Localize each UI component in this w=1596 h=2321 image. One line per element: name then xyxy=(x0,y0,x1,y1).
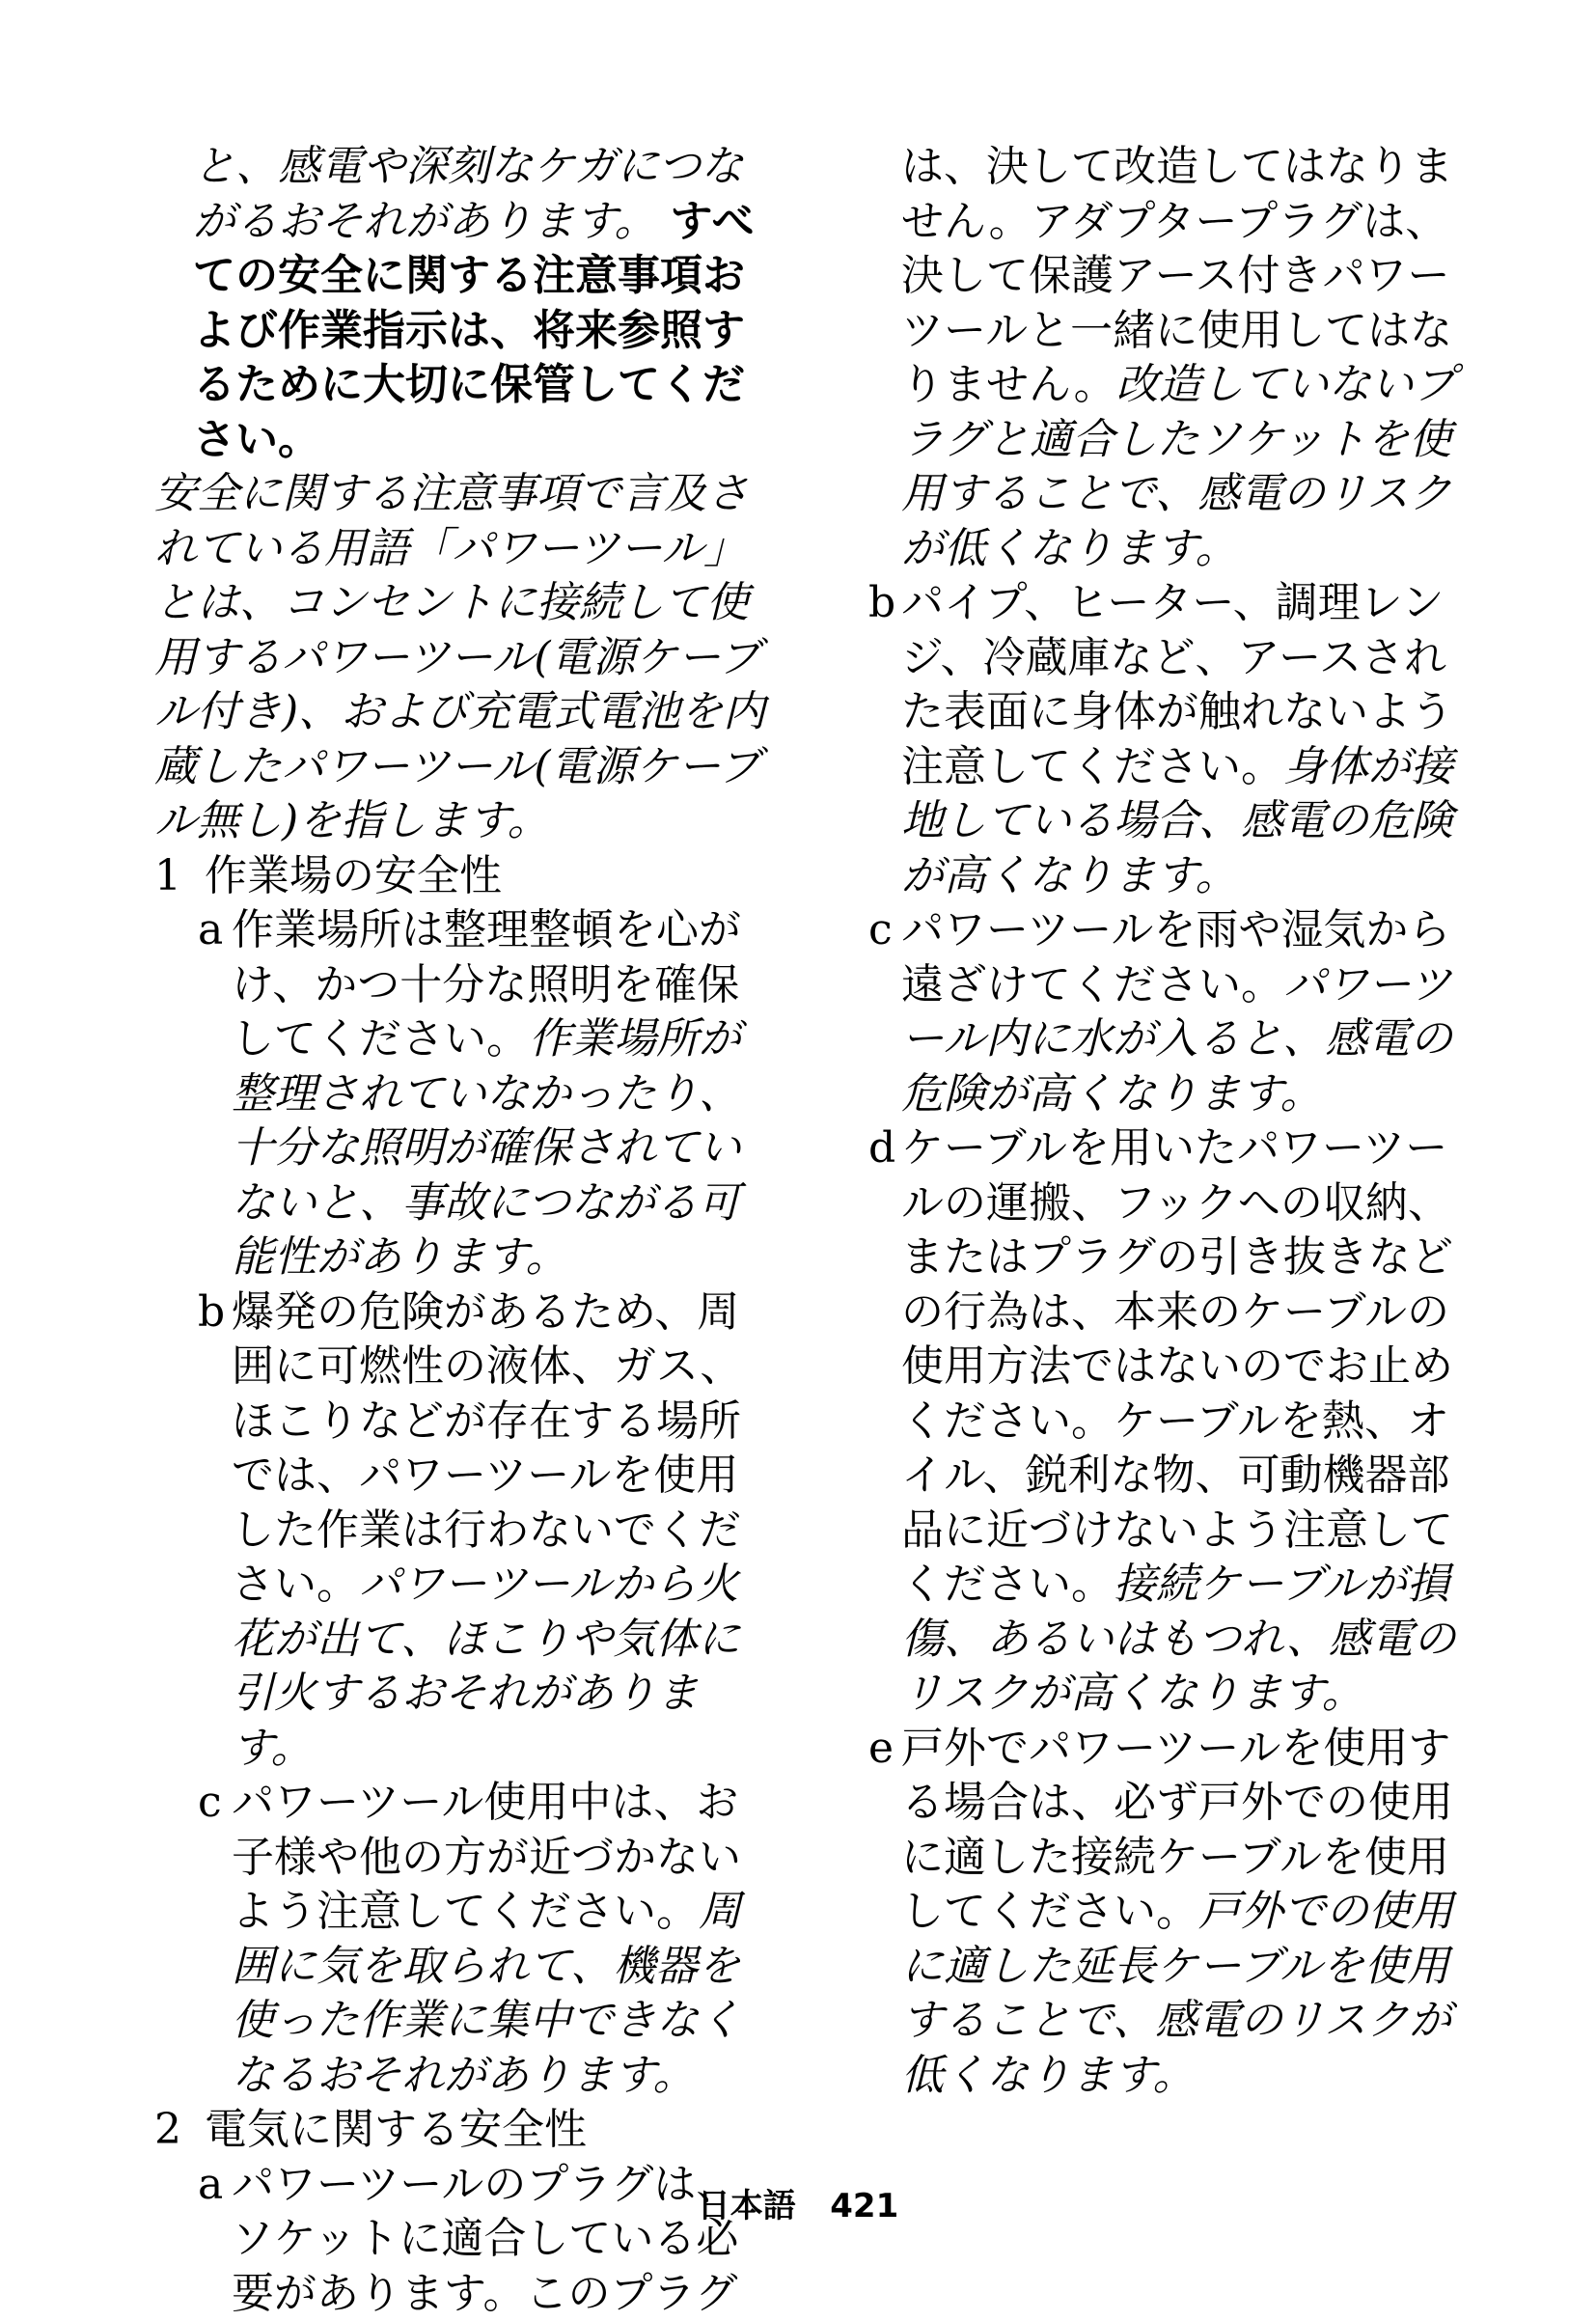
item-text: は、決して改造してはなりません。アダプタープラグは、決して保護アース付きパワーツールと一緒に使用してはなりません。 xyxy=(901,142,1453,409)
item-text: ケーブルを用いたパワーツールの運搬、フックへの収納、またはプラグの引き抜きなどの行為は、本来のケーブルの使用方法ではないのでお止めください。ケーブルを熱、オイル、鋭利な物、可動機器部品に近づけないよう注意してください。 xyxy=(901,1123,1453,1609)
list-item xyxy=(868,576,1486,903)
list-item xyxy=(154,1776,772,2103)
item-text: 爆発の危険があるため、周囲に可燃性の液体、ガス、ほこりなどが存在する場所では、パワーツールを使用した作業は行わないでください。 xyxy=(232,1287,742,1610)
list-item xyxy=(868,903,1486,1121)
list-item xyxy=(154,1285,772,1777)
intro-paragraph xyxy=(154,140,772,467)
page-number: 421 xyxy=(830,2187,898,2225)
section-2-heading xyxy=(154,2103,772,2158)
list-item xyxy=(868,1121,1486,1722)
list-item xyxy=(154,903,772,1285)
item-text: パワーツール使用中は、お子様や他の方が近づかないよう注意してください。 xyxy=(232,1778,741,1936)
item-text: 作業場所は整理整頓を心がけ、かつ十分な照明を確保してください。 xyxy=(232,905,741,1064)
section-title: 作業場の安全性 xyxy=(205,851,502,900)
left-column xyxy=(154,140,772,2321)
item-note: 周囲に気を取られて、機器を使った作業に集中できなくなるおそれがあります。 xyxy=(232,1887,741,2100)
item-note: パワーツール内に水が入ると、感電の危険が高くなります。 xyxy=(901,960,1452,1119)
item-marker: b xyxy=(198,1285,225,1340)
intro-warning: と、感電や深刻なケガにつながるおそれがあります。 xyxy=(193,142,743,246)
section-1-heading xyxy=(154,849,772,904)
list-item xyxy=(868,1722,1486,2104)
item-note: 身体が接地している場合、感電の危険が高くなります。 xyxy=(901,742,1453,900)
page-footer xyxy=(0,2179,1596,2226)
item-marker: a xyxy=(198,2158,223,2213)
item-marker: d xyxy=(868,1121,895,1176)
item-marker: c xyxy=(868,903,893,958)
item-marker: e xyxy=(868,1722,894,1777)
item-note: 戸外での使用に適した延長ケーブルを使用することで、感電のリスクが低くなります。 xyxy=(901,1887,1453,2100)
intro-keep-instructions: すべての安全に関する注意事項および作業指示は、将来参照するために大切に保管してください。 xyxy=(193,197,755,464)
power-tool-definition: 安全に関する注意事項で言及されている用語「パワーツール」とは、コンセントに接続して使用するパワーツール(電源ケーブル付き)、および充電式電池を内蔵したパワーツール(電源ケーブル無し)を指します。 xyxy=(154,467,772,849)
section-number: 2 xyxy=(154,2103,181,2158)
item-marker: a xyxy=(198,903,223,958)
item-marker: c xyxy=(198,1776,222,1831)
footer-language: 日本語 xyxy=(698,2187,796,2225)
item-note: 接続ケーブルが損傷、あるいはもつれ、感電のリスクが高くなります。 xyxy=(901,1560,1456,1718)
item-text: パイプ、ヒーター、調理レンジ、冷蔵庫など、アースされた表面に身体が触れないよう注意してください。 xyxy=(901,578,1453,791)
item-marker: b xyxy=(868,576,895,631)
item-note: 改造していないプラグと適合したソケットを使用することで、感電のリスクが低くなります。 xyxy=(901,360,1456,573)
item-text: パワーツールを雨や湿気から遠ざけてください。 xyxy=(901,905,1450,1009)
item-text: パワーツールのプラグは、ソケットに適合している必要があります。このプラグ xyxy=(232,2160,738,2318)
item-note: 作業場所が整理されていなかったり、十分な照明が確保されていないと、事故につながる可能性があります。 xyxy=(232,1014,741,1282)
item-note: パワーツールから火花が出て、ほこりや気体に引火するおそれがあります。 xyxy=(232,1560,740,1773)
item-text: 戸外でパワーツールを使用する場合は、必ず戸外での使用に適した接続ケーブルを使用してください。 xyxy=(901,1724,1453,1937)
right-column xyxy=(868,140,1486,2103)
continued-item-text xyxy=(868,140,1486,576)
section-title: 電気に関する安全性 xyxy=(205,2105,587,2154)
section-number: 1 xyxy=(154,849,181,904)
